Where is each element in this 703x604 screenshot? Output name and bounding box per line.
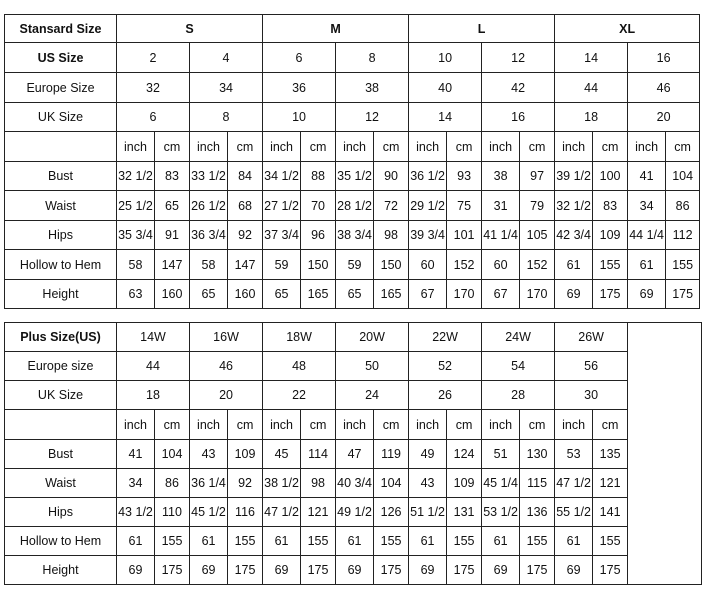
unit-cm: cm <box>520 410 555 440</box>
measurement-label: Hollow to Hem <box>5 250 117 280</box>
measurement-cell: 38 <box>482 162 520 191</box>
measurement-row-hips <box>5 221 700 250</box>
measurement-row-hollow-to-hem <box>5 250 700 280</box>
measurement-cell: 67 <box>409 280 447 309</box>
uk-size-cell: 10 <box>263 103 336 132</box>
measurement-cell: 155 <box>374 527 409 556</box>
plus-size-table <box>4 322 702 585</box>
europe-size-cell: 32 <box>117 73 190 103</box>
measurement-label: Hollow to Hem <box>5 527 117 556</box>
measurement-cell: 175 <box>447 556 482 585</box>
measurement-cell: 33 1/2 <box>190 162 228 191</box>
unit-row <box>5 132 700 162</box>
measurement-cell: 155 <box>228 527 263 556</box>
us-size-label: US Size <box>5 43 117 73</box>
measurement-cell: 170 <box>520 280 555 309</box>
measurement-row-bust <box>5 162 700 191</box>
us-size-cell: 14 <box>555 43 628 73</box>
size-group-m: M <box>263 15 409 43</box>
measurement-cell: 88 <box>301 162 336 191</box>
measurement-cell: 155 <box>155 527 190 556</box>
measurement-cell: 101 <box>447 221 482 250</box>
measurement-cell: 175 <box>228 556 263 585</box>
plus-europe-size-label: Europe size <box>5 352 117 381</box>
unit-inch: inch <box>482 410 520 440</box>
measurement-cell: 165 <box>374 280 409 309</box>
measurement-cell: 114 <box>301 440 336 469</box>
measurement-cell: 41 <box>117 440 155 469</box>
measurement-cell: 160 <box>155 280 190 309</box>
unit-cm: cm <box>155 132 190 162</box>
plus-uk-size-cell: 26 <box>409 381 482 410</box>
size-group-s: S <box>117 15 263 43</box>
plus-measurement-row-hollow-to-hem <box>5 527 702 556</box>
measurement-cell: 126 <box>374 498 409 527</box>
standard-size-table <box>4 14 700 309</box>
measurement-cell: 155 <box>301 527 336 556</box>
plus-europe-size-cell: 50 <box>336 352 409 381</box>
measurement-cell: 45 1/4 <box>482 469 520 498</box>
measurement-cell: 69 <box>336 556 374 585</box>
plus-unit-row-blank <box>5 410 117 440</box>
measurement-cell: 36 1/4 <box>190 469 228 498</box>
measurement-cell: 47 1/2 <box>555 469 593 498</box>
measurement-cell: 170 <box>447 280 482 309</box>
measurement-cell: 150 <box>301 250 336 280</box>
plus-europe-size-cell: 52 <box>409 352 482 381</box>
measurement-cell: 36 1/2 <box>409 162 447 191</box>
measurement-cell: 91 <box>155 221 190 250</box>
measurement-cell: 155 <box>666 250 700 280</box>
measurement-cell: 61 <box>190 527 228 556</box>
measurement-cell: 38 3/4 <box>336 221 374 250</box>
plus-measurement-row-hips <box>5 498 702 527</box>
measurement-cell: 51 1/2 <box>409 498 447 527</box>
measurement-cell: 47 <box>336 440 374 469</box>
unit-cm: cm <box>155 410 190 440</box>
unit-cm: cm <box>593 410 628 440</box>
unit-cm: cm <box>374 132 409 162</box>
us-size-cell: 10 <box>409 43 482 73</box>
measurement-cell: 69 <box>555 556 593 585</box>
measurement-cell: 29 1/2 <box>409 191 447 221</box>
europe-size-label: Europe Size <box>5 73 117 103</box>
europe-size-cell: 34 <box>190 73 263 103</box>
measurement-cell: 49 <box>409 440 447 469</box>
measurement-cell: 65 <box>336 280 374 309</box>
measurement-cell: 141 <box>593 498 628 527</box>
plus-unit-row <box>5 410 702 440</box>
uk-size-label: UK Size <box>5 103 117 132</box>
measurement-cell: 105 <box>520 221 555 250</box>
measurement-cell: 84 <box>228 162 263 191</box>
measurement-cell: 60 <box>409 250 447 280</box>
measurement-cell: 26 1/2 <box>190 191 228 221</box>
measurement-cell: 61 <box>409 527 447 556</box>
measurement-cell: 100 <box>593 162 628 191</box>
plus-measurement-row-bust <box>5 440 702 469</box>
measurement-cell: 58 <box>117 250 155 280</box>
measurement-cell: 61 <box>482 527 520 556</box>
measurement-cell: 96 <box>301 221 336 250</box>
measurement-cell: 93 <box>447 162 482 191</box>
us-size-cell: 4 <box>190 43 263 73</box>
plus-us-size-cell: 22W <box>409 323 482 352</box>
plus-europe-size-row <box>5 352 702 381</box>
measurement-cell: 43 <box>190 440 228 469</box>
unit-cm: cm <box>228 132 263 162</box>
measurement-cell: 34 1/2 <box>263 162 301 191</box>
unit-cm: cm <box>228 410 263 440</box>
measurement-cell: 109 <box>228 440 263 469</box>
plus-europe-size-cell: 48 <box>263 352 336 381</box>
plus-uk-size-cell: 18 <box>117 381 190 410</box>
plus-us-size-cell: 24W <box>482 323 555 352</box>
plus-uk-size-cell: 28 <box>482 381 555 410</box>
us-size-cell: 2 <box>117 43 190 73</box>
measurement-cell: 65 <box>190 280 228 309</box>
plus-uk-size-cell: 22 <box>263 381 336 410</box>
measurement-cell: 90 <box>374 162 409 191</box>
measurement-cell: 61 <box>117 527 155 556</box>
size-group-xl: XL <box>555 15 700 43</box>
measurement-cell: 92 <box>228 469 263 498</box>
plus-us-size-row <box>5 323 702 352</box>
measurement-cell: 39 1/2 <box>555 162 593 191</box>
uk-size-cell: 14 <box>409 103 482 132</box>
measurement-cell: 104 <box>374 469 409 498</box>
uk-size-cell: 20 <box>628 103 700 132</box>
measurement-cell: 60 <box>482 250 520 280</box>
measurement-cell: 160 <box>228 280 263 309</box>
us-size-cell: 16 <box>628 43 700 73</box>
measurement-cell: 61 <box>628 250 666 280</box>
uk-size-cell: 18 <box>555 103 628 132</box>
uk-size-cell: 8 <box>190 103 263 132</box>
unit-inch: inch <box>336 132 374 162</box>
measurement-cell: 175 <box>520 556 555 585</box>
plus-uk-size-cell: 20 <box>190 381 263 410</box>
measurement-cell: 41 1/4 <box>482 221 520 250</box>
measurement-cell: 112 <box>666 221 700 250</box>
europe-size-cell: 40 <box>409 73 482 103</box>
measurement-cell: 165 <box>301 280 336 309</box>
measurement-cell: 32 1/2 <box>555 191 593 221</box>
measurement-cell: 104 <box>666 162 700 191</box>
measurement-cell: 70 <box>301 191 336 221</box>
measurement-cell: 75 <box>447 191 482 221</box>
measurement-cell: 45 1/2 <box>190 498 228 527</box>
measurement-cell: 69 <box>263 556 301 585</box>
measurement-cell: 28 1/2 <box>336 191 374 221</box>
measurement-cell: 55 1/2 <box>555 498 593 527</box>
europe-size-cell: 42 <box>482 73 555 103</box>
us-size-cell: 6 <box>263 43 336 73</box>
size-group-l: L <box>409 15 555 43</box>
standard-size-header: Stansard Size <box>5 15 117 43</box>
measurement-cell: 175 <box>593 556 628 585</box>
unit-inch: inch <box>263 410 301 440</box>
measurement-cell: 43 <box>409 469 447 498</box>
measurement-cell: 69 <box>117 556 155 585</box>
measurement-label: Hips <box>5 498 117 527</box>
measurement-cell: 53 <box>555 440 593 469</box>
measurement-label: Height <box>5 556 117 585</box>
plus-measurement-row-waist <box>5 469 702 498</box>
measurement-cell: 121 <box>301 498 336 527</box>
plus-us-size-cell: 20W <box>336 323 409 352</box>
unit-inch: inch <box>409 410 447 440</box>
measurement-cell: 175 <box>301 556 336 585</box>
unit-cm: cm <box>447 410 482 440</box>
measurement-cell: 152 <box>447 250 482 280</box>
measurement-label: Waist <box>5 469 117 498</box>
measurement-cell: 65 <box>155 191 190 221</box>
measurement-cell: 44 1/4 <box>628 221 666 250</box>
measurement-cell: 155 <box>593 527 628 556</box>
unit-inch: inch <box>482 132 520 162</box>
measurement-cell: 63 <box>117 280 155 309</box>
measurement-cell: 67 <box>482 280 520 309</box>
measurement-cell: 83 <box>155 162 190 191</box>
plus-us-size-cell: 18W <box>263 323 336 352</box>
plus-table-blank-area <box>628 323 702 585</box>
measurement-cell: 130 <box>520 440 555 469</box>
measurement-cell: 175 <box>666 280 700 309</box>
unit-inch: inch <box>628 132 666 162</box>
measurement-cell: 155 <box>593 250 628 280</box>
measurement-cell: 59 <box>336 250 374 280</box>
measurement-label: Height <box>5 280 117 309</box>
measurement-cell: 83 <box>593 191 628 221</box>
measurement-cell: 104 <box>155 440 190 469</box>
measurement-cell: 121 <box>593 469 628 498</box>
measurement-cell: 124 <box>447 440 482 469</box>
measurement-cell: 110 <box>155 498 190 527</box>
measurement-cell: 34 <box>117 469 155 498</box>
unit-inch: inch <box>117 410 155 440</box>
unit-cm: cm <box>593 132 628 162</box>
measurement-cell: 150 <box>374 250 409 280</box>
measurement-cell: 25 1/2 <box>117 191 155 221</box>
measurement-row-waist <box>5 191 700 221</box>
measurement-cell: 97 <box>520 162 555 191</box>
measurement-cell: 41 <box>628 162 666 191</box>
measurement-cell: 61 <box>336 527 374 556</box>
unit-row-blank <box>5 132 117 162</box>
measurement-cell: 27 1/2 <box>263 191 301 221</box>
measurement-cell: 86 <box>666 191 700 221</box>
measurement-cell: 175 <box>155 556 190 585</box>
plus-uk-size-cell: 30 <box>555 381 628 410</box>
measurement-cell: 65 <box>263 280 301 309</box>
measurement-row-height <box>5 280 700 309</box>
measurement-cell: 119 <box>374 440 409 469</box>
europe-size-row <box>5 73 700 103</box>
unit-inch: inch <box>117 132 155 162</box>
measurement-cell: 98 <box>374 221 409 250</box>
unit-cm: cm <box>666 132 700 162</box>
measurement-cell: 69 <box>409 556 447 585</box>
measurement-cell: 36 3/4 <box>190 221 228 250</box>
measurement-cell: 42 3/4 <box>555 221 593 250</box>
uk-size-cell: 6 <box>117 103 190 132</box>
measurement-cell: 35 3/4 <box>117 221 155 250</box>
plus-us-size-cell: 14W <box>117 323 190 352</box>
unit-cm: cm <box>447 132 482 162</box>
measurement-cell: 32 1/2 <box>117 162 155 191</box>
measurement-cell: 68 <box>228 191 263 221</box>
unit-inch: inch <box>263 132 301 162</box>
measurement-cell: 175 <box>374 556 409 585</box>
measurement-cell: 61 <box>555 250 593 280</box>
measurement-label: Hips <box>5 221 117 250</box>
measurement-cell: 155 <box>447 527 482 556</box>
measurement-cell: 61 <box>263 527 301 556</box>
measurement-cell: 109 <box>593 221 628 250</box>
unit-inch: inch <box>409 132 447 162</box>
measurement-cell: 34 <box>628 191 666 221</box>
measurement-label: Bust <box>5 440 117 469</box>
europe-size-cell: 44 <box>555 73 628 103</box>
measurement-cell: 40 3/4 <box>336 469 374 498</box>
measurement-cell: 58 <box>190 250 228 280</box>
measurement-cell: 38 1/2 <box>263 469 301 498</box>
measurement-cell: 72 <box>374 191 409 221</box>
plus-uk-size-label: UK Size <box>5 381 117 410</box>
measurement-cell: 109 <box>447 469 482 498</box>
measurement-cell: 35 1/2 <box>336 162 374 191</box>
us-size-cell: 8 <box>336 43 409 73</box>
plus-measurement-row-height <box>5 556 702 585</box>
measurement-cell: 86 <box>155 469 190 498</box>
measurement-cell: 98 <box>301 469 336 498</box>
uk-size-row <box>5 103 700 132</box>
measurement-cell: 175 <box>593 280 628 309</box>
measurement-cell: 147 <box>228 250 263 280</box>
measurement-cell: 39 3/4 <box>409 221 447 250</box>
europe-size-cell: 38 <box>336 73 409 103</box>
us-size-cell: 12 <box>482 43 555 73</box>
unit-cm: cm <box>301 410 336 440</box>
europe-size-cell: 46 <box>628 73 700 103</box>
europe-size-cell: 36 <box>263 73 336 103</box>
measurement-cell: 59 <box>263 250 301 280</box>
plus-us-size-cell: 26W <box>555 323 628 352</box>
unit-cm: cm <box>374 410 409 440</box>
unit-inch: inch <box>555 410 593 440</box>
uk-size-cell: 16 <box>482 103 555 132</box>
measurement-cell: 69 <box>190 556 228 585</box>
measurement-cell: 131 <box>447 498 482 527</box>
measurement-cell: 116 <box>228 498 263 527</box>
plus-europe-size-cell: 54 <box>482 352 555 381</box>
measurement-cell: 45 <box>263 440 301 469</box>
unit-inch: inch <box>190 132 228 162</box>
unit-cm: cm <box>520 132 555 162</box>
plus-uk-size-row <box>5 381 702 410</box>
measurement-cell: 47 1/2 <box>263 498 301 527</box>
measurement-cell: 53 1/2 <box>482 498 520 527</box>
measurement-cell: 152 <box>520 250 555 280</box>
measurement-cell: 43 1/2 <box>117 498 155 527</box>
measurement-label: Waist <box>5 191 117 221</box>
plus-us-size-cell: 16W <box>190 323 263 352</box>
unit-cm: cm <box>301 132 336 162</box>
size-group-row <box>5 15 700 43</box>
measurement-cell: 135 <box>593 440 628 469</box>
measurement-cell: 92 <box>228 221 263 250</box>
measurement-cell: 37 3/4 <box>263 221 301 250</box>
plus-europe-size-cell: 44 <box>117 352 190 381</box>
measurement-cell: 69 <box>555 280 593 309</box>
uk-size-cell: 12 <box>336 103 409 132</box>
measurement-cell: 79 <box>520 191 555 221</box>
measurement-cell: 49 1/2 <box>336 498 374 527</box>
unit-inch: inch <box>190 410 228 440</box>
plus-europe-size-cell: 46 <box>190 352 263 381</box>
measurement-cell: 51 <box>482 440 520 469</box>
measurement-cell: 69 <box>482 556 520 585</box>
measurement-cell: 155 <box>520 527 555 556</box>
unit-inch: inch <box>555 132 593 162</box>
measurement-cell: 69 <box>628 280 666 309</box>
plus-uk-size-cell: 24 <box>336 381 409 410</box>
measurement-label: Bust <box>5 162 117 191</box>
plus-europe-size-cell: 56 <box>555 352 628 381</box>
plus-size-header: Plus Size(US) <box>5 323 117 352</box>
us-size-row <box>5 43 700 73</box>
measurement-cell: 115 <box>520 469 555 498</box>
unit-inch: inch <box>336 410 374 440</box>
measurement-cell: 136 <box>520 498 555 527</box>
measurement-cell: 31 <box>482 191 520 221</box>
measurement-cell: 61 <box>555 527 593 556</box>
measurement-cell: 147 <box>155 250 190 280</box>
